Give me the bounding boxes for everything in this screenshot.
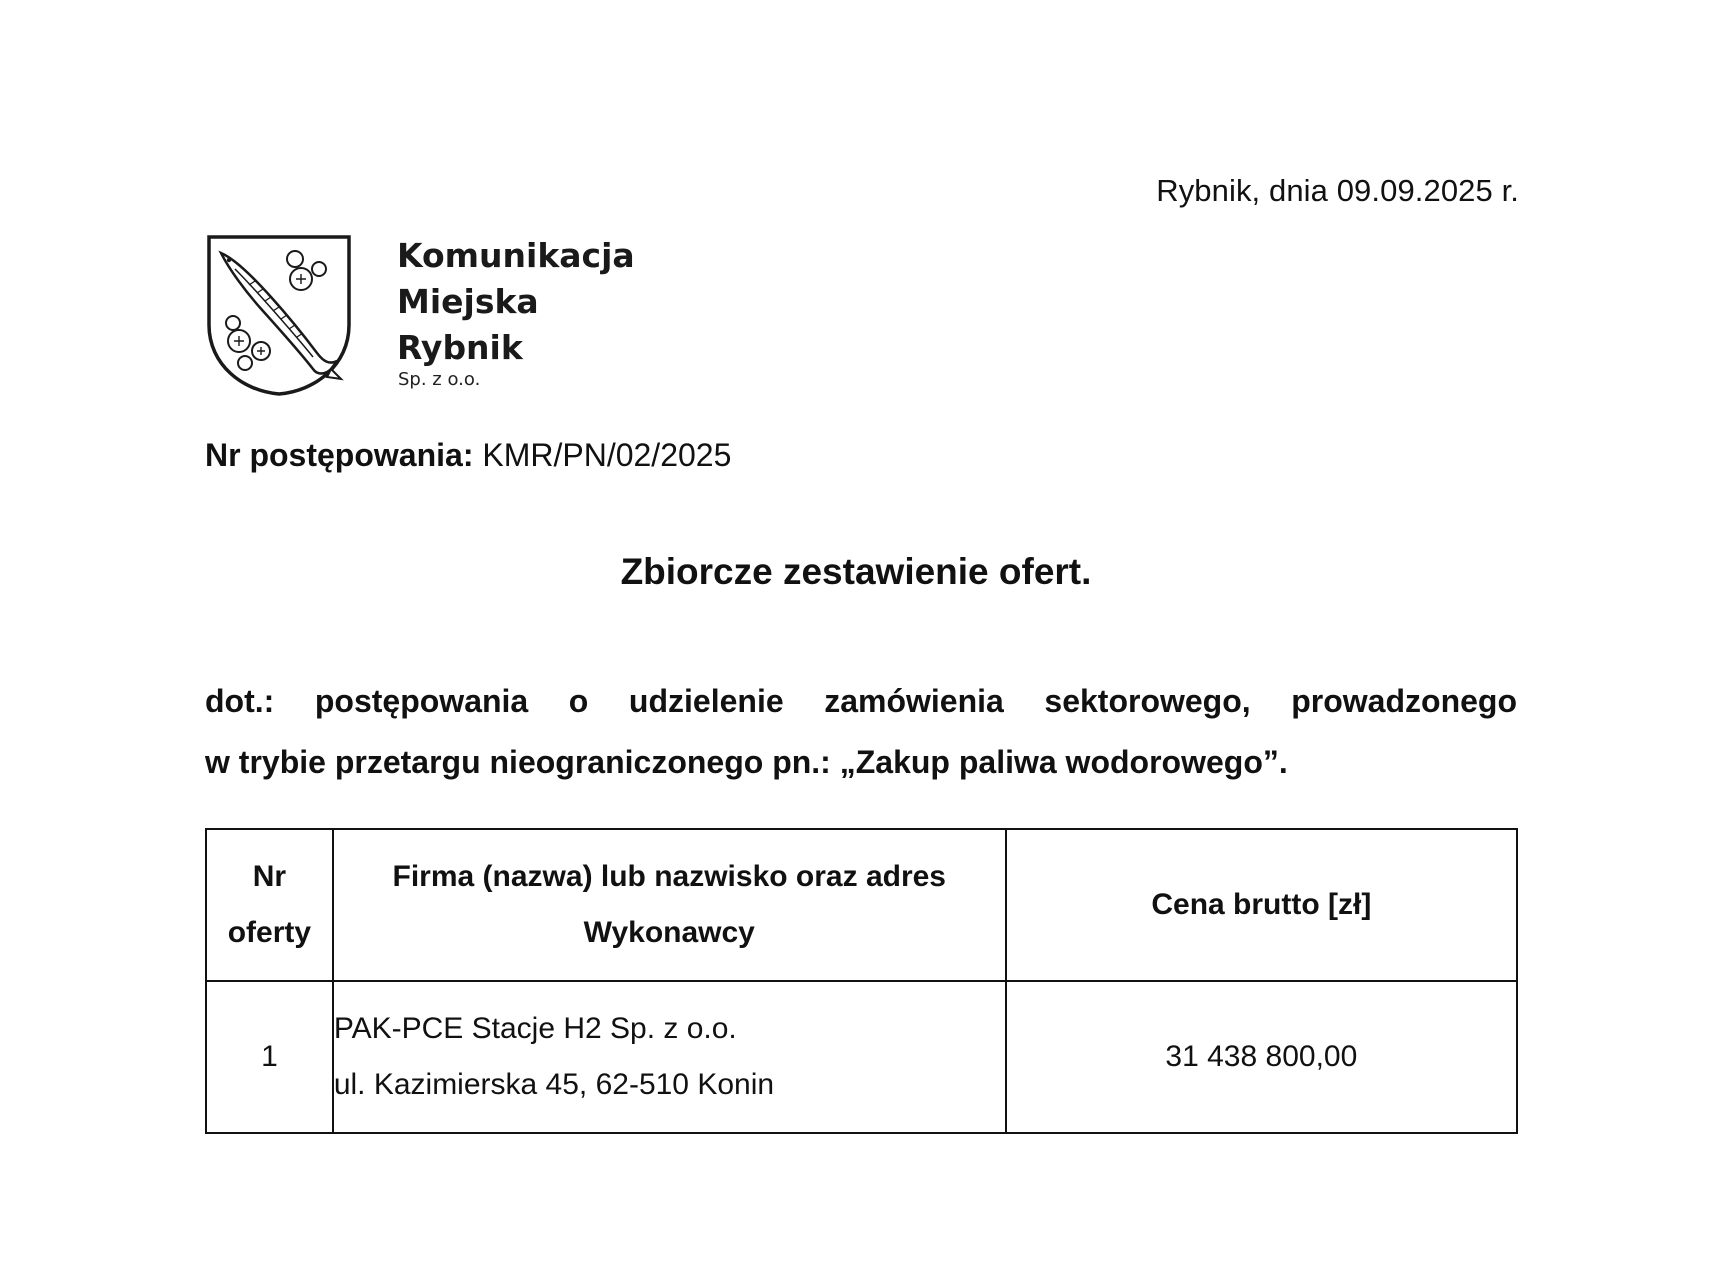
gross-price-cell: 31 438 800,00 [1006, 981, 1517, 1133]
company-name-line2: Miejska [397, 282, 539, 321]
header-gross-price: Cena brutto [zł] [1006, 829, 1517, 981]
company-name [397, 233, 635, 371]
subject-line2: w trybie przetargu nieograniczonego pn.: „Zakup paliwa wodorowego”. [205, 744, 1288, 780]
header-offer-number-line1: Nr [252, 860, 287, 893]
offers-table [205, 828, 1518, 1134]
company-legal-form: Sp. z o.o. [398, 369, 481, 390]
header-contractor-line2: Wykonawcy [583, 916, 755, 949]
contractor-name: PAK-PCE Stacje H2 Sp. z o.o. [333, 1012, 737, 1045]
header-offer-number [206, 829, 333, 981]
offer-number-cell: 1 [206, 981, 333, 1133]
header-contractor-line1: Firma (nazwa) lub nazwisko oraz adres [392, 860, 946, 893]
case-number-label: Nr postępowania: [205, 437, 474, 473]
table-header-row [206, 829, 1517, 981]
coat-of-arms-icon [205, 233, 353, 398]
document-title: Zbiorcze zestawienie ofert. [620, 551, 1092, 592]
company-name-line1: Komunikacja [397, 236, 635, 275]
subject-line1: dot.: postępowania o udzielenie zamówienia sektorowego, prowadzonego [205, 683, 1517, 719]
case-number-value: KMR/PN/02/2025 [482, 437, 732, 473]
subject-paragraph [205, 671, 1517, 793]
case-number [205, 437, 731, 474]
company-name-line3: Rybnik [397, 328, 523, 367]
contractor-address: ul. Kazimierska 45, 62-510 Konin [333, 1068, 775, 1101]
document-date: Rybnik, dnia 09.09.2025 r. [1156, 173, 1519, 208]
header-offer-number-line2: oferty [227, 916, 312, 949]
company-logo [205, 233, 665, 403]
table-row [206, 981, 1517, 1133]
contractor-cell [333, 981, 1006, 1133]
header-contractor [333, 829, 1006, 981]
